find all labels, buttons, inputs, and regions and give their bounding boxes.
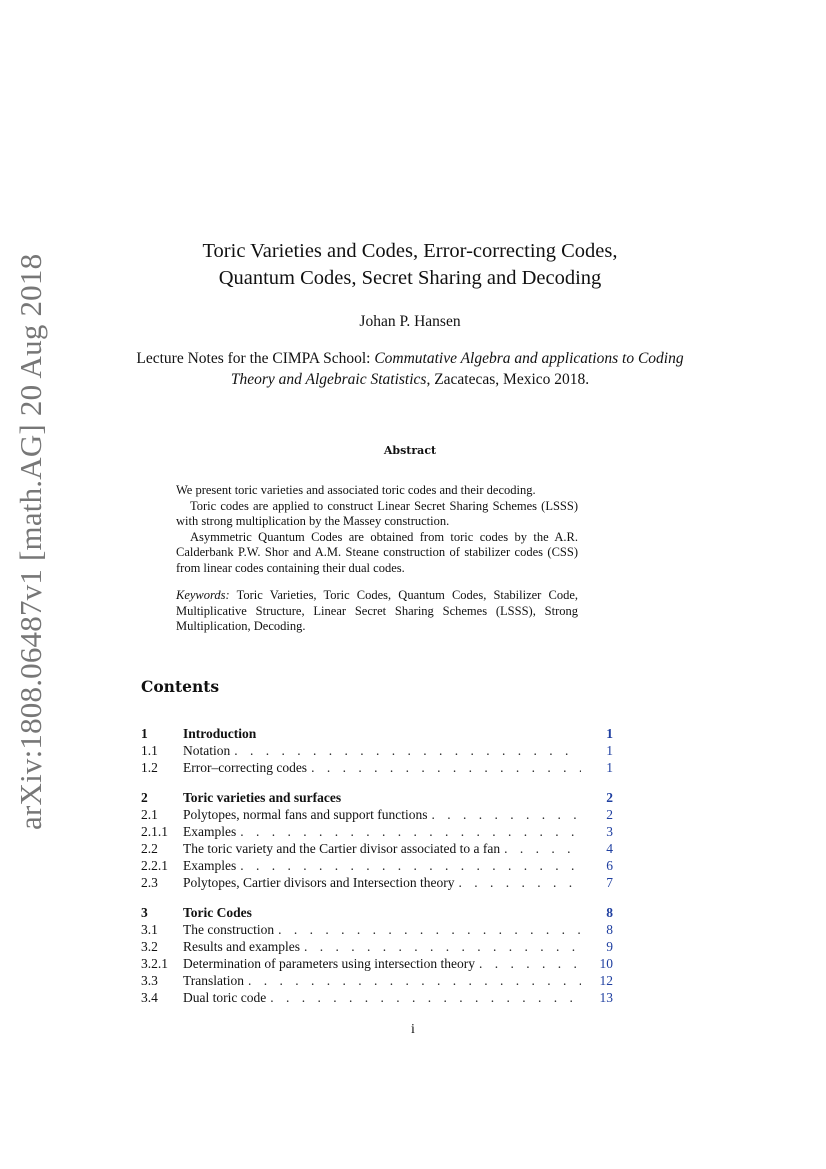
toc-title: Introduction [183,726,257,741]
toc-entry[interactable] [141,955,613,972]
toc-leader [479,955,581,972]
toc-entry[interactable] [141,789,613,806]
lecture-note [130,348,690,390]
toc-number: 2.1.1 [141,824,168,839]
toc-number: 3.2.1 [141,956,168,971]
toc-page-link[interactable]: 3 [606,824,613,839]
title-line-2: Quantum Codes, Secret Sharing and Decoding [218,267,602,289]
abstract-paragraph: Toric codes are applied to construct Linear Secret Sharing Schemes (LSSS) with strong multiplication by the Massey construction. [176,498,578,528]
toc-entry[interactable] [141,742,613,759]
keywords [176,588,578,635]
toc-entry[interactable] [141,759,613,776]
toc-leader [504,840,581,857]
toc-number: 3 [141,905,148,920]
toc-leader [431,806,581,823]
toc-page-link[interactable]: 1 [606,743,613,758]
toc-number: 1.2 [141,760,158,775]
abstract-heading: Abstract [383,444,437,457]
toc-number: 3.3 [141,973,158,988]
toc-title: Determination of parameters using intersection theory [183,956,476,971]
toc-number: 2.3 [141,875,158,890]
toc-entry[interactable] [141,938,613,955]
toc-page-link[interactable]: 2 [606,807,613,822]
toc-page-link[interactable]: 9 [606,939,613,954]
toc-entry[interactable] [141,806,613,823]
keywords-label: Keywords: [176,588,230,602]
toc-page-link[interactable]: 1 [606,726,613,741]
toc-page-link[interactable]: 10 [599,956,613,971]
toc-page-link[interactable]: 4 [606,841,613,856]
toc-title: Dual toric code [183,990,267,1005]
toc-page-link[interactable]: 12 [599,973,613,988]
toc-title: Error–correcting codes [183,760,308,775]
arxiv-identifier[interactable]: arXiv:1808.06487v1 [math.AG] 20 Aug 2018 [13,253,48,830]
toc-page-link[interactable]: 6 [606,858,613,873]
contents-heading: Contents [141,677,220,696]
toc-title: Results and examples [183,939,300,954]
table-of-contents [141,725,613,1006]
toc-number: 2.1 [141,807,158,822]
paper-title [120,238,700,292]
toc-page-link[interactable]: 2 [606,790,613,805]
lecture-suffix: , Zacatecas, Mexico 2018. [426,371,590,388]
toc-title: Toric varieties and surfaces [183,790,342,805]
toc-title: Examples [183,824,237,839]
toc-page-link[interactable]: 1 [606,760,613,775]
toc-leader [240,823,581,840]
lecture-school-title: Commutative Algebra and applications to Coding Theory and Algebraic Statistics [230,350,684,388]
abstract-paragraph: We present toric varieties and associated toric codes and their decoding. [176,483,536,497]
toc-title: Toric Codes [183,905,252,920]
keywords-text: Toric Varieties, Toric Codes, Quantum Codes, Stabilizer Code, Multiplicative Structure, Linear Secret Sharing Schemes (LSSS), Strong Multiplication, Decoding. [176,588,578,633]
toc-title: Notation [183,743,231,758]
abstract-body [176,483,578,635]
toc-title: The construction [183,922,275,937]
toc-leader [270,989,581,1006]
toc-number: 2 [141,790,148,805]
toc-title: Polytopes, normal fans and support functions [183,807,428,822]
toc-leader [240,857,581,874]
toc-page-link[interactable]: 13 [599,990,613,1005]
toc-title: The toric variety and the Cartier divisor associated to a fan [183,841,501,856]
abstract-paragraph: Asymmetric Quantum Codes are obtained from toric codes by the A.R. Calderbank P.W. Shor and A.M. Steane construction of stabilizer codes (CSS) from linear codes containing their dual codes. [176,529,578,575]
toc-leader [458,874,581,891]
toc-number: 1 [141,726,148,741]
toc-number: 3.4 [141,990,158,1005]
toc-number: 1.1 [141,743,158,758]
toc-leader [311,759,581,776]
toc-leader [234,742,581,759]
toc-entry[interactable] [141,857,613,874]
toc-entry[interactable] [141,972,613,989]
toc-title: Translation [183,973,245,988]
toc-number: 3.2 [141,939,158,954]
toc-title: Polytopes, Cartier divisors and Intersection theory [183,875,455,890]
title-line-1: Toric Varieties and Codes, Error-correcting Codes, [202,240,618,262]
author: Johan P. Hansen [359,313,461,330]
toc-number: 2.2 [141,841,158,856]
toc-entry[interactable] [141,921,613,938]
lecture-prefix: Lecture Notes for the CIMPA School: [136,350,375,367]
toc-page-link[interactable]: 8 [606,905,613,920]
toc-entry[interactable] [141,874,613,891]
page-number: i [411,1022,415,1037]
toc-leader [248,972,581,989]
toc-entry[interactable] [141,904,613,921]
toc-title: Examples [183,858,237,873]
toc-page-link[interactable]: 8 [606,922,613,937]
toc-leader [304,938,581,955]
toc-entry[interactable] [141,725,613,742]
toc-leader [278,921,581,938]
toc-number: 2.2.1 [141,858,168,873]
toc-number: 3.1 [141,922,158,937]
toc-entry[interactable] [141,989,613,1006]
toc-entry[interactable] [141,823,613,840]
toc-page-link[interactable]: 7 [606,875,613,890]
toc-entry[interactable] [141,840,613,857]
